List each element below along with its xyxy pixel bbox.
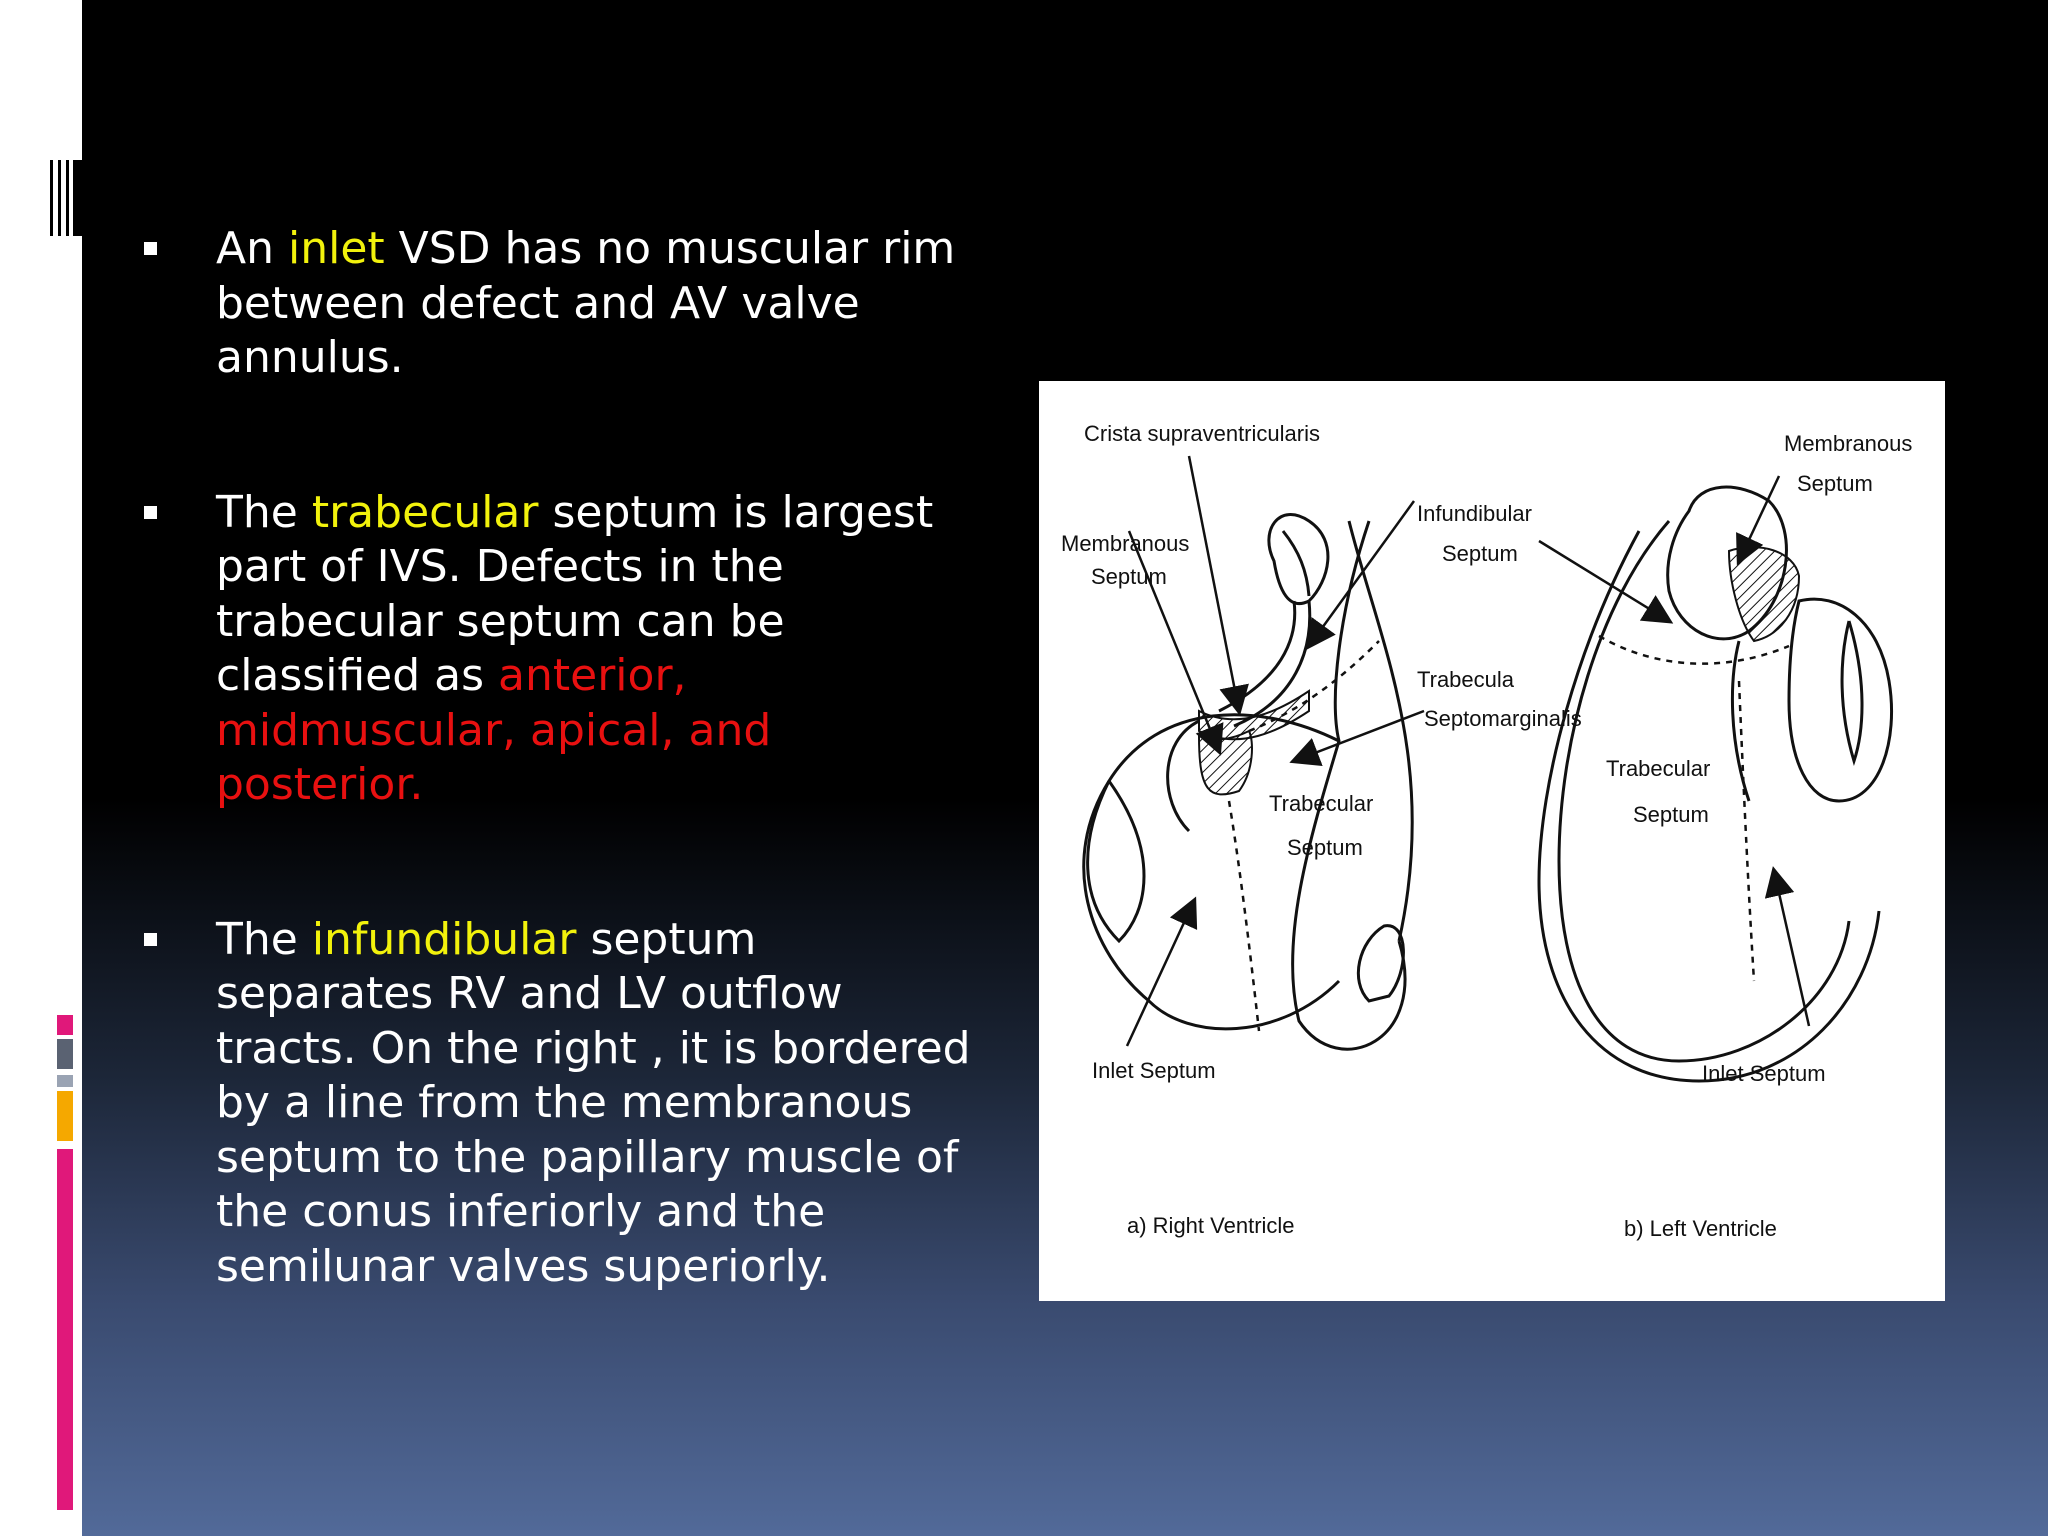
bullet-infundibular [140, 913, 980, 1295]
caption-right-ventricle: a) Right Ventricle [1127, 1213, 1295, 1238]
decorative-color-strip [57, 1015, 73, 1510]
label-membranous-a-line2: Septum [1091, 564, 1167, 589]
highlight-trabecular: trabecular [311, 486, 539, 538]
bullet-list [140, 222, 980, 1394]
left-ventricle-drawing [1539, 487, 1892, 1081]
decorative-vertical-bars [46, 160, 82, 236]
septum-diagram-figure [1039, 381, 1945, 1301]
label-trabecula-line1: Trabecula [1417, 667, 1515, 692]
bullet-text-start: An [216, 223, 288, 274]
bullet-marker [144, 242, 157, 255]
septum-diagram [1039, 381, 1945, 1301]
bullet-inlet [140, 222, 980, 386]
label-membranous-b-line2: Septum [1797, 471, 1873, 496]
label-trabecular-b-line1: Trabecular [1606, 756, 1711, 781]
label-membranous-b-line1: Membranous [1784, 431, 1913, 456]
membranous-hatched-area [1199, 731, 1252, 794]
label-trabecular-b-line2: Septum [1633, 802, 1709, 827]
label-trabecula-line2: Septomarginalis [1424, 706, 1582, 731]
label-trabecular-a-line2: Septum [1287, 835, 1363, 860]
label-trabecular-a-line1: Trabecular [1269, 791, 1374, 816]
highlight-infundibular: infundibular [311, 913, 577, 965]
label-infundibular-line2: Septum [1442, 541, 1518, 566]
right-ventricle-drawing [1084, 515, 1413, 1050]
bullet-trabecular [140, 486, 980, 813]
bullet-text-middle: septum is largest part of IVS. Defects in the trabecular septum can be classified as [216, 486, 934, 701]
label-inlet-b: Inlet Septum [1702, 1061, 1826, 1086]
label-crista: Crista supraventricularis [1084, 421, 1320, 446]
bullet-text-start: The [216, 913, 312, 965]
highlight-defect-types: anterior, midmuscular, apical, and posterior. [216, 650, 772, 810]
caption-left-ventricle: b) Left Ventricle [1624, 1216, 1777, 1241]
membranous-b-hatched-area [1729, 547, 1799, 641]
label-infundibular-line1: Infundibular [1417, 501, 1532, 526]
bullet-text-end: septum separates RV and LV outflow tracts. On the right , it is bordered by a line from the membranous septum to the papillary muscle of the conus inferiorly and the semilunar valves superiorly. [216, 913, 971, 1292]
label-membranous-a-line1: Membranous [1061, 531, 1190, 556]
highlight-inlet: inlet [287, 223, 385, 274]
label-inlet-a: Inlet Septum [1092, 1058, 1216, 1083]
bullet-text-end: VSD has no muscular rim between defect and AV valve annulus. [216, 223, 956, 383]
bullet-marker [144, 506, 157, 519]
bullet-marker [144, 933, 157, 946]
bullet-text-start: The [216, 486, 312, 538]
